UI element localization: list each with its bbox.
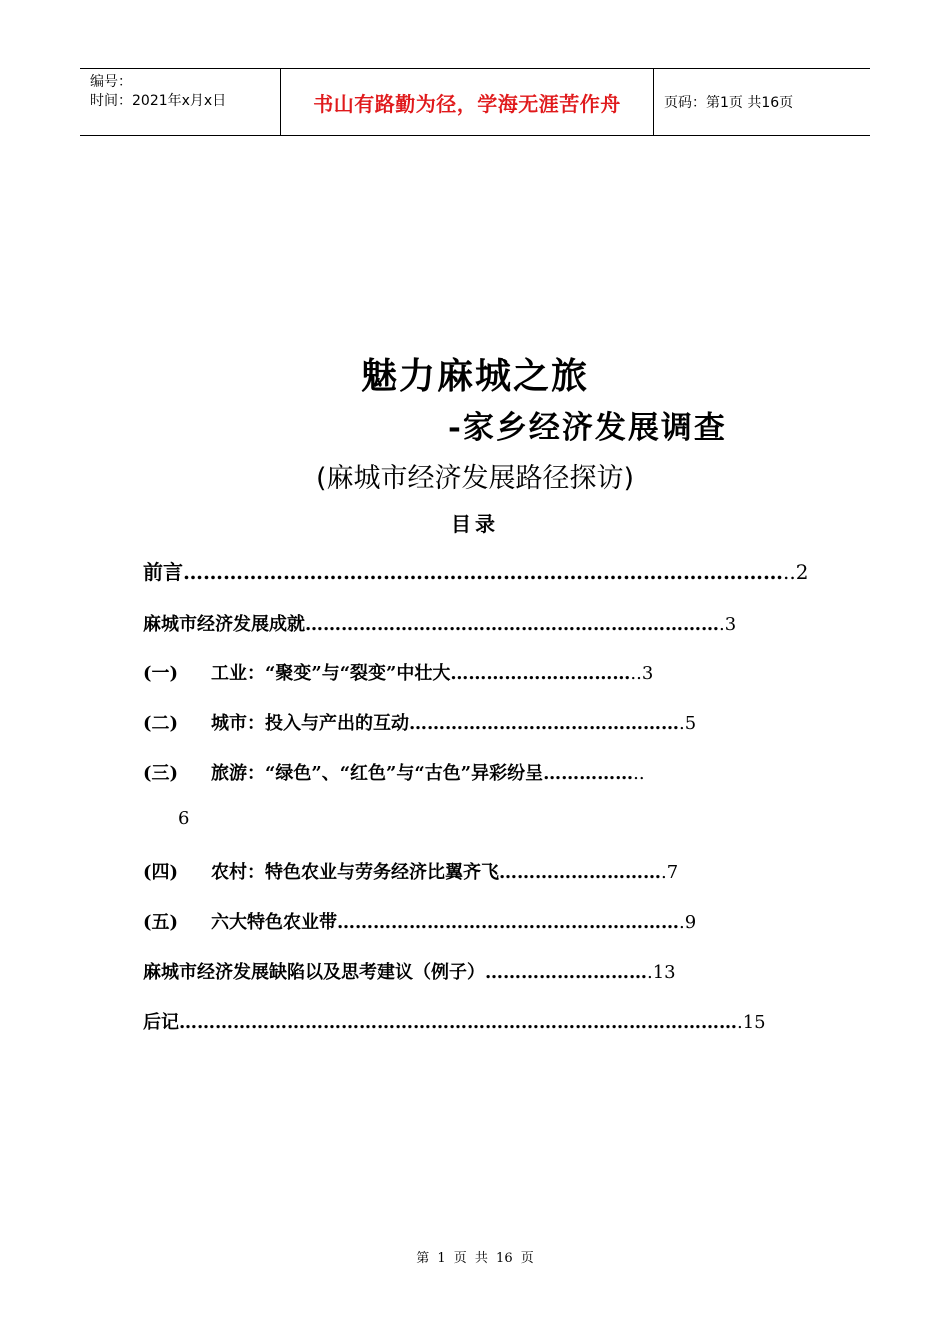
- toc-entry-text: 工业：“聚变”与“裂变”中壮大…………………………: [211, 663, 631, 684]
- toc-entry[interactable]: [143, 659, 653, 685]
- toc-entry-page: .3: [719, 614, 737, 635]
- document-subtitle: -家乡经济发展调查: [448, 410, 727, 446]
- toc-entry-page: .9: [679, 912, 697, 933]
- toc-entry-number: (二): [143, 713, 179, 734]
- toc-entry-text: 麻城市经济发展缺陷以及思考建议（例子）………………………: [143, 962, 647, 983]
- toc-entry-page: ..2: [783, 560, 809, 584]
- toc-entry-number: (五): [143, 912, 179, 933]
- document-parenthetical-title: (麻城市经济发展路径探访): [315, 463, 635, 494]
- toc-entry-text: 后记…………………………………………………………………………………: [143, 1012, 737, 1033]
- document-title: 魅力麻城之旅: [360, 355, 589, 397]
- toc-entry-number: (一): [143, 663, 179, 684]
- toc-entry[interactable]: [143, 908, 696, 934]
- document-header: [80, 68, 870, 136]
- toc-entry[interactable]: [143, 610, 736, 636]
- header-meta: [80, 69, 281, 135]
- toc-entry[interactable]: [143, 1008, 766, 1034]
- toc-entry-text: 麻城市经济发展成就……………………………………………………………: [143, 614, 719, 635]
- header-page-info: 页码：第1页 共16页: [664, 95, 794, 111]
- toc-entry-text: 前言………………………………………………………………………………: [143, 560, 783, 584]
- toc-entry[interactable]: [143, 556, 808, 585]
- toc-entry[interactable]: [143, 759, 645, 785]
- toc-entry-page: .7: [661, 862, 679, 883]
- toc-entry-page: ..3: [630, 663, 654, 684]
- toc-entry-text: 六大特色农业带…………………………………………………: [211, 912, 679, 933]
- toc-entry-page: .13: [647, 962, 676, 983]
- page-footer: 第 1 页 共 16 页: [416, 1251, 534, 1266]
- toc-entry-page: .5: [679, 713, 697, 734]
- toc-entry-page: .15: [737, 1012, 766, 1033]
- serial-number-label: 编号：: [90, 74, 132, 90]
- toc-entry[interactable]: [143, 958, 676, 984]
- toc-entry-page: ..: [633, 763, 645, 784]
- header-motto: 书山有路勤为径，学海无涯苦作舟: [281, 69, 654, 135]
- toc-entry-wrapped-page: 6: [178, 808, 190, 829]
- toc-entry[interactable]: [143, 858, 678, 884]
- toc-entry-text: 城市：投入与产出的互动………………………………………: [211, 713, 679, 734]
- toc-heading: 目录: [451, 512, 499, 536]
- toc-entry-text: 旅游：“绿色”、“红色”与“古色”异彩纷呈……………: [211, 763, 634, 784]
- date-label: 时间：2021年x月x日: [90, 93, 227, 109]
- toc-entry[interactable]: [143, 709, 696, 735]
- toc-entry-number: (三): [143, 763, 179, 784]
- toc-entry-text: 农村：特色农业与劳务经济比翼齐飞………………………: [211, 862, 661, 883]
- toc-entry-number: (四): [143, 862, 179, 883]
